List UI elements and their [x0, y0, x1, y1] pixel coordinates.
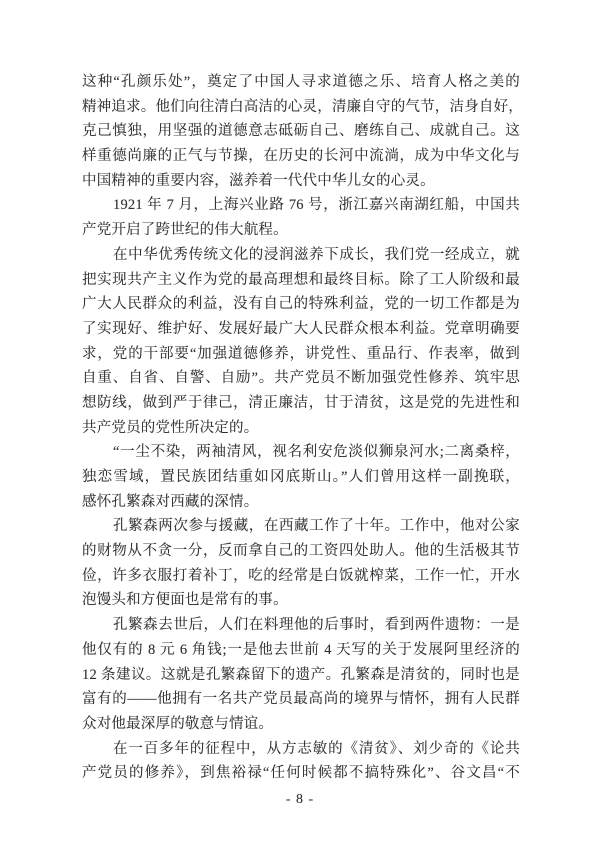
- text-line: 的财物从不贪一分，反而拿自己的工资四处助人。他的生活极其节: [82, 543, 520, 560]
- text-line: 他仅有的 8 元 6 角钱;一是他去世前 4 天写的关于发展阿里经济的: [82, 641, 520, 658]
- text-line: 众对他最深厚的敬意与情谊。: [82, 715, 274, 732]
- text-line: 想防线，做到严于律己，清正廉洁，甘于清贫，这是党的先进性和: [82, 394, 520, 411]
- page-number: - 8 -: [285, 792, 315, 807]
- text-line: 富有的——他拥有一名共产党员最高尚的境界与情怀，拥有人民群: [82, 691, 520, 708]
- text-line: 泡馒头和方便面也是常有的事。: [82, 592, 288, 609]
- text-line: 孔繁森去世后，人们在料理他的后事时，看到两件遗物：一是: [113, 617, 520, 634]
- text-line: 把实现共产主义作为党的最高理想和最终目标。除了工人阶级和最: [82, 271, 520, 288]
- text-line: 精神追求。他们向往清白高洁的心灵，清廉自守的气节，洁身自好，: [82, 98, 523, 115]
- text-line: 感怀孔繁森对西藏的深情。: [82, 493, 259, 510]
- text-line: 在中华优秀传统文化的浸润滋养下成长，我们党一经成立，就: [113, 246, 520, 263]
- text-line: 12 条建议。这就是孔繁森留下的遗产。孔繁森是清贫的，同时也是: [82, 666, 520, 683]
- text-line: 这种“孔颜乐处”，奠定了中国人寻求道德之乐、培育人格之美的: [82, 74, 520, 90]
- text-line: 求，党的干部要“加强道德修养，讲党性、重品行、作表率，做到: [82, 345, 520, 362]
- text-line: 共产党员的党性所决定的。: [82, 419, 259, 436]
- text-line: 独恋雪域，置民族团结重如冈底斯山。”人们曾用这样一副挽联，: [82, 469, 520, 485]
- text-line: “一尘不染，两袖清风，视名利安危淡似狮泉河水;二离桑梓，: [113, 444, 520, 461]
- text-line: 在一百多年的征程中，从方志敏的《清贫》、刘少奇的《论共: [113, 740, 520, 757]
- text-line: 自重、自省、自警、自励”。共产党员不断加强党性修养、筑牢思: [82, 370, 520, 387]
- text-line: 1921 年 7 月，上海兴业路 76 号，浙江嘉兴南湖红船，中国共: [113, 197, 520, 214]
- text-line: 俭，许多衣服打着补丁，吃的经常是白饭就榨菜，工作一忙，开水: [82, 567, 520, 584]
- text-line: 了实现好、维护好、发展好最广大人民群众根本利益。党章明确要: [82, 320, 520, 337]
- text-line: 产党开启了跨世纪的伟大航程。: [82, 222, 288, 239]
- text-line: 产党员的修养》，到焦裕禄“任何时候都不搞特殊化”、谷文昌“不: [82, 765, 520, 782]
- page-body-text: [82, 70, 523, 786]
- text-line: 克己慎独，用坚强的道德意志砥砺自己、磨练自己、成就自己。这: [82, 123, 520, 140]
- text-line: 孔繁森两次参与援藏，在西藏工作了十年。工作中，他对公家: [113, 518, 520, 535]
- text-line: 中国精神的重要内容，滋养着一代代中华儿女的心灵。: [82, 172, 435, 189]
- text-line: 广大人民群众的利益，没有自己的特殊利益，党的一切工作都是为: [82, 296, 520, 313]
- text-line: 样重德尚廉的正气与节操，在历史的长河中流淌，成为中华文化与: [82, 148, 520, 165]
